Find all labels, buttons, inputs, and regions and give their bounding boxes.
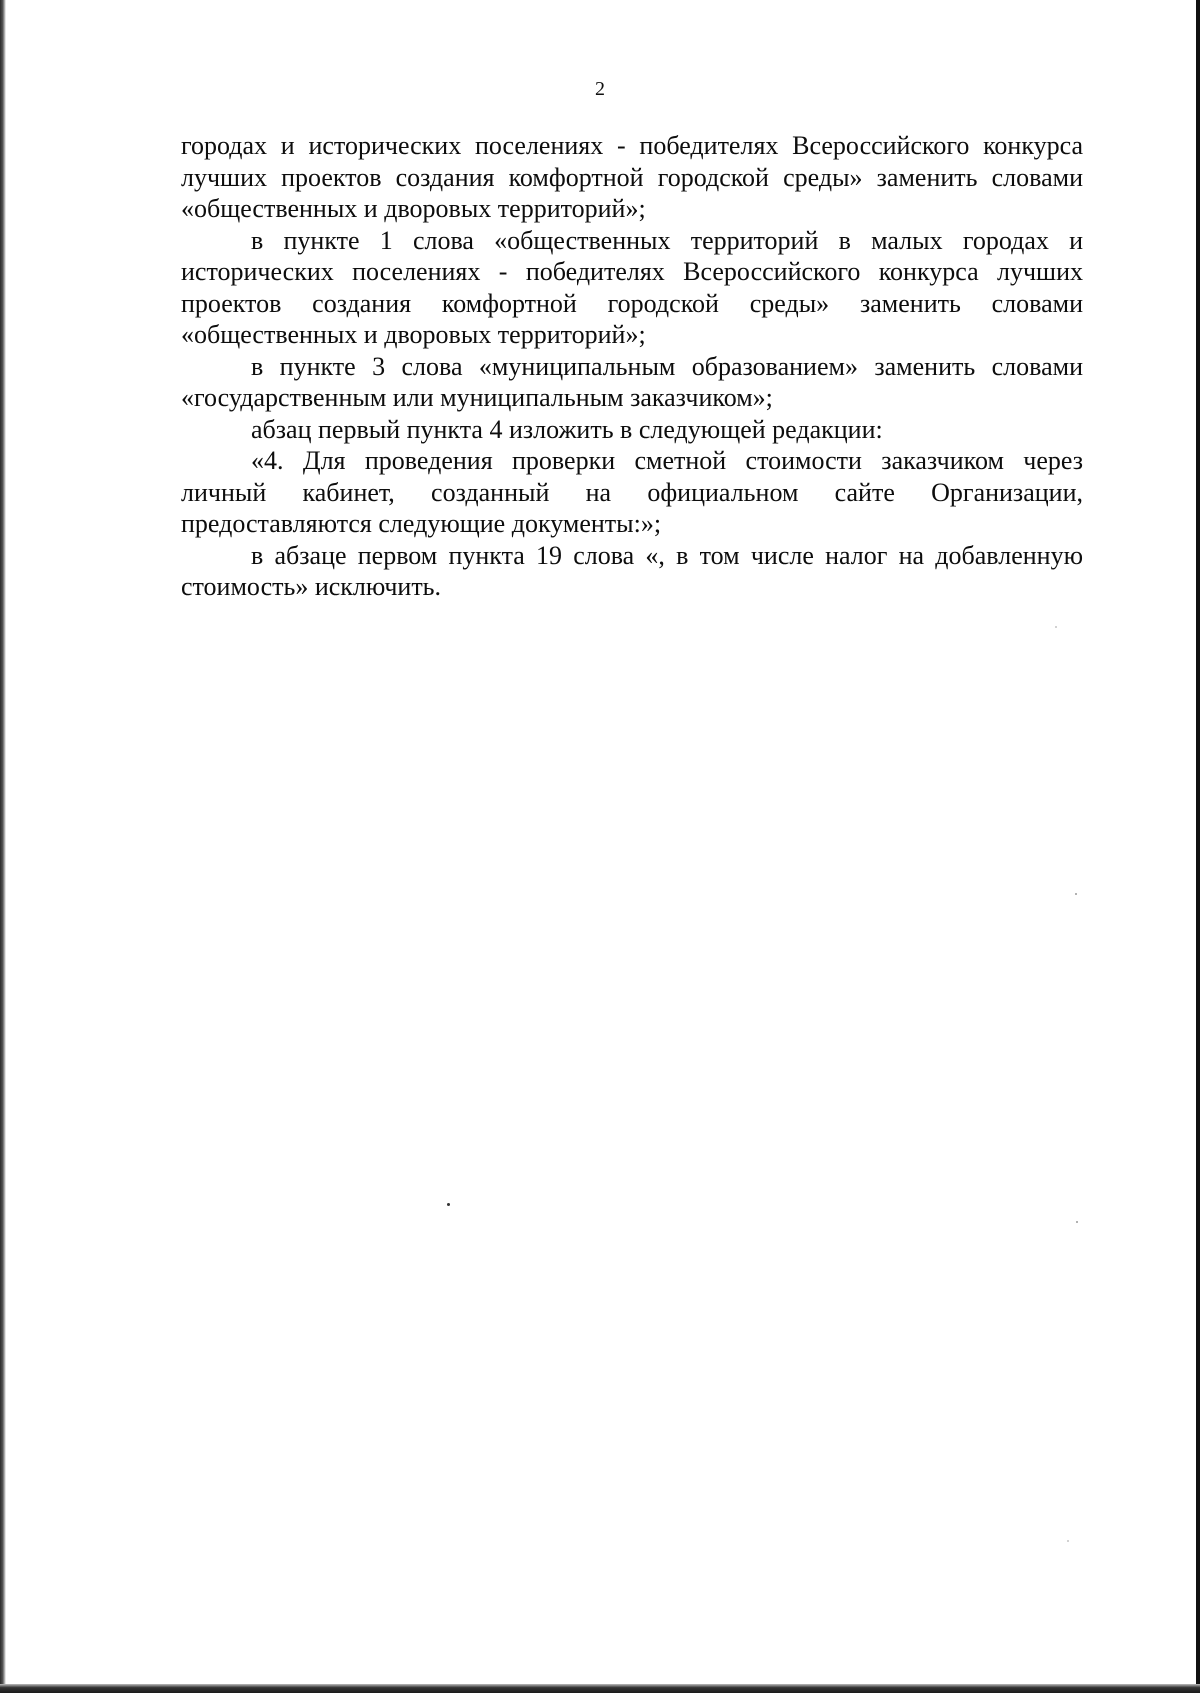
scan-speck [1055, 626, 1057, 628]
scan-speck [1076, 1221, 1078, 1223]
paragraph-point-1: в пункте 1 слова «общественных территорий в малых городах и исторических поселениях - победителях Всероссийского конкурса лучших проектов создания комфортной городской среды» заменить словами «общественных и дворовых территорий»; [181, 225, 1083, 349]
document-body [181, 130, 1083, 603]
scan-border-bottom [0, 1684, 1200, 1693]
scan-speck [1067, 1540, 1069, 1542]
scan-border-right [1196, 0, 1200, 1693]
paragraph-point-19: в абзаце первом пункта 19 слова «, в том числе налог на добавленную стоимость» исключить. [181, 540, 1083, 601]
paragraph-point-4-intro: абзац первый пункта 4 изложить в следующей редакции: [251, 414, 883, 444]
page-number: 2 [595, 78, 605, 100]
paragraph-continuation: городах и исторических поселениях - победителях Всероссийского конкурса лучших проектов создания комфортной городской среды» заменить словами «общественных и дворовых территорий»; [181, 131, 1083, 223]
scan-speck [1075, 893, 1077, 895]
paragraph-point-4-text: «4. Для проведения проверки сметной стоимости заказчиком через личный кабинет, созданный на официальном сайте Организации, предоставляются следующие документы:»; [181, 446, 1083, 538]
scan-speck [447, 1203, 450, 1206]
scan-shadow-left [0, 0, 6, 1693]
paragraph-point-3: в пункте 3 слова «муниципальным образованием» заменить словами «государственным или муниципальным заказчиком»; [181, 351, 1083, 412]
